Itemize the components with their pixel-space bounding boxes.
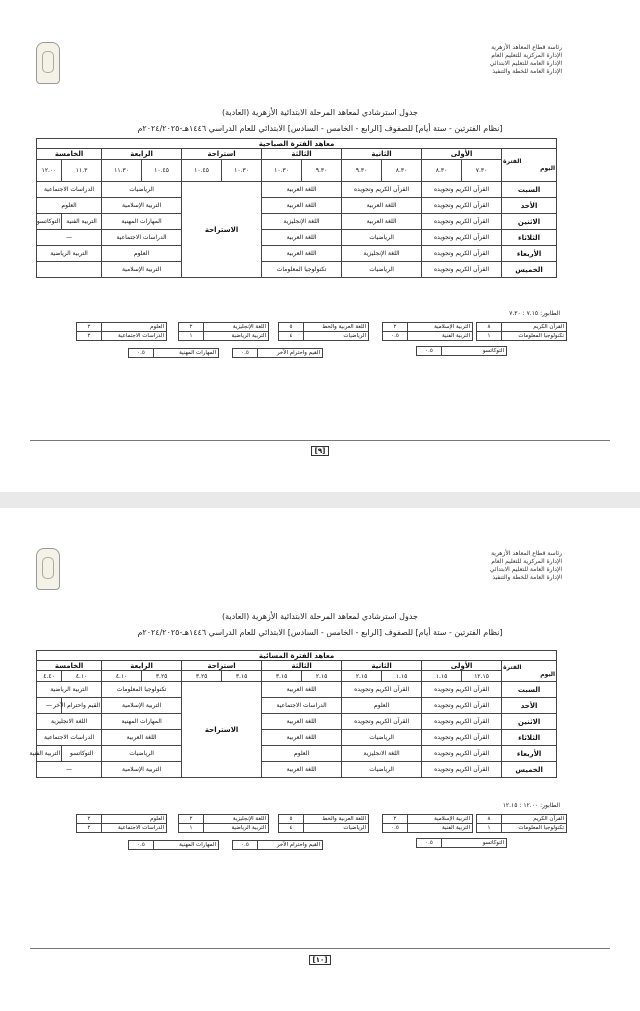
time-cell: ١.١٥ bbox=[382, 671, 422, 682]
organization-header bbox=[442, 550, 562, 582]
subject-cell: الرياضيات bbox=[342, 230, 422, 246]
assembly-note: الطابور: ٧.١٥ : ٧.٣٠ bbox=[509, 310, 560, 317]
subject-cell: التوكاتسو bbox=[62, 746, 102, 762]
plan-hours: ٨ bbox=[477, 323, 502, 332]
plan-subject: القيم واحترام الآخر bbox=[258, 349, 323, 358]
plan-subject: التربية الإسلامية bbox=[408, 323, 473, 332]
plan-subject: الرياضيات bbox=[304, 332, 369, 341]
plan-hours: ٥ bbox=[279, 323, 304, 332]
subject-cell: التربية الإسلامية bbox=[102, 762, 182, 778]
day-cell: الثلاثاء bbox=[502, 230, 557, 246]
time-cell: ٣.٢٥ bbox=[182, 671, 222, 682]
plan-subject: التربية الرياضية bbox=[204, 824, 269, 833]
plan-hours: ٢ bbox=[77, 323, 102, 332]
subject-cell: التربية الرياضية bbox=[37, 246, 102, 262]
assembly-note: الطابور: ١٢.٠٠ : ١٢.١٥ bbox=[502, 802, 560, 809]
period-header: الخامسة bbox=[37, 661, 102, 671]
organization-header bbox=[442, 44, 562, 76]
period-header: استراحة bbox=[182, 661, 262, 671]
plan-subject: التوكاتسو bbox=[442, 347, 507, 356]
study-plan-group bbox=[476, 814, 567, 833]
period-header: الثالثة bbox=[262, 149, 342, 160]
subject-cell: القرآن الكريم وتجويده bbox=[422, 246, 502, 262]
subject-cell: العلوم bbox=[37, 198, 102, 214]
corner-period-label: الفترة bbox=[503, 664, 522, 671]
org-line: الإدارة المركزية للتعليم العام bbox=[491, 558, 562, 565]
document-page-1 bbox=[0, 0, 640, 492]
org-line: الإدارة العامة للخطة والتنفيذ bbox=[492, 68, 562, 75]
subject-cell: القيم واحترام الآخر bbox=[62, 698, 102, 714]
study-plan-extra bbox=[128, 348, 219, 358]
subject-cell bbox=[37, 262, 102, 278]
day-cell: الأحد bbox=[502, 198, 557, 214]
corner-day-label: اليوم bbox=[540, 165, 556, 172]
study-plan-extra bbox=[128, 840, 219, 850]
plan-subject: الدراسات الاجتماعية bbox=[102, 824, 167, 833]
period-header: الأولى bbox=[422, 661, 502, 671]
subject-cell: القرآن الكريم وتجويده bbox=[422, 714, 502, 730]
subject-cell: تكنولوجيا المعلومات bbox=[102, 682, 182, 698]
subject-cell: الرياضيات bbox=[342, 762, 422, 778]
document-subtitle: [نظام الفترتين - ستة أيام] للصفوف [الرابع - الخامس - السادس] الابتدائي للعام الدراسي ١٤٤٦هـ-٢٠٢٤/٢٠٢٥م bbox=[137, 124, 503, 133]
subject-cell: اللغة العربية bbox=[342, 198, 422, 214]
subject-cell: المهارات المهنية bbox=[102, 214, 182, 230]
subject-cell: القرآن الكريم وتجويده bbox=[422, 746, 502, 762]
schedule-table bbox=[36, 138, 557, 278]
subject-cell: اللغة العربية bbox=[262, 246, 342, 262]
plan-hours: ٤ bbox=[279, 332, 304, 341]
subject-cell: القرآن الكريم وتجويده bbox=[422, 682, 502, 698]
document-page-2 bbox=[0, 508, 640, 1011]
plan-hours: ٠.٥ bbox=[233, 841, 258, 850]
plan-hours: ٢ bbox=[77, 332, 102, 341]
subject-cell: التربية الإسلامية bbox=[102, 698, 182, 714]
time-cell: ٢.١٥ bbox=[342, 671, 382, 682]
day-cell: الخميس bbox=[502, 262, 557, 278]
corner-cell bbox=[502, 661, 557, 682]
study-plan-extra bbox=[232, 840, 323, 850]
subject-cell: اللغة الانجليزية bbox=[342, 746, 422, 762]
break-cell: الاستراحة bbox=[182, 182, 262, 278]
plan-hours: ٠.٥ bbox=[129, 349, 154, 358]
period-header: الرابعة bbox=[102, 149, 182, 160]
time-cell: ٢.١٥ bbox=[302, 671, 342, 682]
time-cell: ١١.٣٠ bbox=[102, 160, 142, 182]
break-cell: الاستراحة bbox=[182, 682, 262, 778]
plan-subject: اللغة الإنجليزية bbox=[204, 815, 269, 824]
subject-cell: اللغة العربية bbox=[262, 198, 342, 214]
time-cell: ١٠.٤٥ bbox=[182, 160, 222, 182]
day-cell: الاثنين bbox=[502, 714, 557, 730]
subject-cell: القرآن الكريم وتجويده bbox=[422, 198, 502, 214]
subject-cell: الرياضيات bbox=[342, 730, 422, 746]
subject-cell: التربية الرياضية bbox=[37, 682, 102, 698]
subject-cell: القرآن الكريم وتجويده bbox=[422, 182, 502, 198]
subject-cell: العلوم bbox=[102, 246, 182, 262]
session-header: معاهد الفترة المسائية bbox=[37, 651, 557, 661]
subject-cell: اللغة العربية bbox=[262, 714, 342, 730]
study-plan-group bbox=[382, 814, 473, 833]
time-cell: ٤.٤٠ bbox=[37, 671, 62, 682]
plan-hours: ٨ bbox=[477, 815, 502, 824]
subject-cell: القرآن الكريم وتجويده bbox=[422, 730, 502, 746]
document-title: جدول استرشادي لمعاهد المرحلة الابتدائية الأزهرية (العادية) bbox=[221, 108, 418, 117]
plan-subject: العلوم bbox=[102, 815, 167, 824]
subject-cell: القرآن الكريم وتجويده bbox=[342, 182, 422, 198]
subject-cell: اللغة الانجليزية bbox=[37, 714, 102, 730]
subject-cell: الدراسات الاجتماعية bbox=[37, 730, 102, 746]
plan-hours: ٢ bbox=[179, 815, 204, 824]
corner-day-label: اليوم bbox=[540, 671, 556, 678]
plan-hours: ٠.٥ bbox=[417, 347, 442, 356]
time-cell: ١٠.٤٥ bbox=[142, 160, 182, 182]
subject-cell: اللغة العربية bbox=[342, 214, 422, 230]
time-cell: ١٢.٠٠ bbox=[37, 160, 62, 182]
period-header: الثالثة bbox=[262, 661, 342, 671]
plan-hours: ٢ bbox=[383, 815, 408, 824]
plan-subject: الدراسات الاجتماعية bbox=[102, 332, 167, 341]
study-plan-extra bbox=[416, 838, 507, 848]
subject-cell: — bbox=[37, 762, 102, 778]
subject-cell: القرآن الكريم وتجويده bbox=[422, 214, 502, 230]
org-line: رئاسة قطاع المعاهد الأزهرية bbox=[491, 550, 562, 557]
time-cell: ٨.٣٠ bbox=[422, 160, 462, 182]
plan-subject: تكنولوجيا المعلومات bbox=[502, 332, 567, 341]
day-cell: الخميس bbox=[502, 762, 557, 778]
subject-cell: — bbox=[37, 698, 62, 714]
day-cell: الأربعاء bbox=[502, 746, 557, 762]
time-cell: ١٠.٣٠ bbox=[262, 160, 302, 182]
plan-subject: التربية الرياضية bbox=[204, 332, 269, 341]
subject-cell: الرياضيات bbox=[102, 182, 182, 198]
day-cell: السبت bbox=[502, 682, 557, 698]
time-cell: ٤.١٠ bbox=[102, 671, 142, 682]
plan-hours: ١ bbox=[179, 824, 204, 833]
plan-hours: ٢ bbox=[383, 323, 408, 332]
plan-subject: اللغة العربية والخط bbox=[304, 323, 369, 332]
time-cell: ٣.١٥ bbox=[222, 671, 262, 682]
subject-cell: التربية الفنية bbox=[62, 214, 102, 230]
subject-cell: التوكاتسو bbox=[37, 214, 62, 230]
day-cell: السبت bbox=[502, 182, 557, 198]
plan-subject: تكنولوجيا المعلومات bbox=[502, 824, 567, 833]
subject-cell: اللغة الإنجليزية bbox=[262, 214, 342, 230]
study-plan-group bbox=[382, 322, 473, 341]
footer-rule bbox=[30, 948, 610, 949]
subject-cell: اللغة العربية bbox=[262, 682, 342, 698]
org-line: الإدارة العامة للتعليم الابتدائي bbox=[489, 60, 562, 67]
session-header: معاهد الفترة الصباحية bbox=[37, 139, 557, 149]
subject-cell: اللغة العربية bbox=[262, 762, 342, 778]
plan-hours: ٠.٥ bbox=[383, 824, 408, 833]
time-cell: ٤.١٠ bbox=[62, 671, 102, 682]
schedule-table bbox=[29, 650, 557, 778]
day-cell: الأحد bbox=[502, 698, 557, 714]
plan-subject: التربية الفنية bbox=[408, 824, 473, 833]
plan-hours: ٠.٥ bbox=[417, 839, 442, 848]
plan-subject: الرياضيات bbox=[304, 824, 369, 833]
plan-hours: ١ bbox=[179, 332, 204, 341]
study-plan-group bbox=[178, 322, 269, 341]
corner-period-label: الفترة bbox=[503, 158, 522, 165]
time-cell: ١١.٣ bbox=[62, 160, 102, 182]
time-cell: ١.١٥ bbox=[422, 671, 462, 682]
org-line: الإدارة العامة للخطة والتنفيذ bbox=[492, 574, 562, 581]
period-header: الثانية bbox=[342, 661, 422, 671]
plan-subject: القرآن الكريم bbox=[502, 323, 567, 332]
time-cell: ٣.٢٥ bbox=[142, 671, 182, 682]
subject-cell: اللغة العربية bbox=[102, 730, 182, 746]
plan-subject: اللغة الإنجليزية bbox=[204, 323, 269, 332]
subject-cell: الدراسات الاجتماعية bbox=[37, 182, 102, 198]
subject-cell: القرآن الكريم وتجويده bbox=[422, 762, 502, 778]
subject-cell: القرآن الكريم وتجويده bbox=[342, 714, 422, 730]
subject-cell: اللغة الإنجليزية bbox=[342, 246, 422, 262]
subject-cell: القرآن الكريم وتجويده bbox=[422, 698, 502, 714]
org-line: الإدارة المركزية للتعليم العام bbox=[491, 52, 562, 59]
plan-subject: التربية الفنية bbox=[408, 332, 473, 341]
plan-subject: المهارات المهنية bbox=[154, 349, 219, 358]
org-line: رئاسة قطاع المعاهد الأزهرية bbox=[491, 44, 562, 51]
page-number bbox=[0, 447, 640, 455]
study-plan-group bbox=[76, 814, 167, 833]
corner-cell bbox=[502, 149, 557, 182]
plan-hours: ١ bbox=[477, 332, 502, 341]
subject-cell: تكنولوجيا المعلومات bbox=[262, 262, 342, 278]
subject-cell: الرياضيات bbox=[342, 262, 422, 278]
plan-hours: ٠.٥ bbox=[129, 841, 154, 850]
subject-cell: اللغة العربية bbox=[262, 182, 342, 198]
plan-hours: ٢ bbox=[77, 815, 102, 824]
plan-subject: العلوم bbox=[102, 323, 167, 332]
plan-subject: المهارات المهنية bbox=[154, 841, 219, 850]
time-cell: ٩.٣٠ bbox=[342, 160, 382, 182]
plan-hours: ٥ bbox=[279, 815, 304, 824]
subject-cell: العلوم bbox=[342, 698, 422, 714]
period-header: الخامسة bbox=[37, 149, 102, 160]
subject-cell: التربية الإسلامية bbox=[102, 198, 182, 214]
subject-cell: القرآن الكريم وتجويده bbox=[342, 682, 422, 698]
azhar-logo-icon bbox=[36, 42, 60, 84]
document-title: جدول استرشادي لمعاهد المرحلة الابتدائية الأزهرية (العادية) bbox=[221, 612, 418, 621]
subject-cell: اللغة العربية bbox=[262, 230, 342, 246]
plan-subject: القيم واحترام الآخر bbox=[258, 841, 323, 850]
time-cell: ١٢.١٥ bbox=[462, 671, 502, 682]
subject-cell: المهارات المهنية bbox=[102, 714, 182, 730]
plan-subject: التوكاتسو bbox=[442, 839, 507, 848]
period-header: الرابعة bbox=[102, 661, 182, 671]
study-plan-group bbox=[278, 814, 369, 833]
subject-cell: الدراسات الاجتماعية bbox=[262, 698, 342, 714]
page-number-label: [١٠] bbox=[309, 955, 332, 965]
subject-cell: القرآن الكريم وتجويده bbox=[422, 230, 502, 246]
plan-hours: ٠.٥ bbox=[383, 332, 408, 341]
subject-cell: التربية الفنية bbox=[37, 746, 62, 762]
subject-cell: الدراسات الاجتماعية bbox=[102, 230, 182, 246]
time-cell: ٣.١٥ bbox=[262, 671, 302, 682]
plan-hours: ٢ bbox=[179, 323, 204, 332]
time-cell: ١٠.٣٠ bbox=[222, 160, 262, 182]
time-cell: ٧.٣٠ bbox=[462, 160, 502, 182]
plan-subject: التربية الإسلامية bbox=[408, 815, 473, 824]
azhar-logo-icon bbox=[36, 548, 60, 590]
period-header: استراحة bbox=[182, 149, 262, 160]
study-plan-extra bbox=[416, 346, 507, 356]
study-plan-group bbox=[76, 322, 167, 341]
page-number bbox=[0, 956, 640, 964]
plan-hours: ٤ bbox=[279, 824, 304, 833]
org-line: الإدارة العامة للتعليم الابتدائي bbox=[489, 566, 562, 573]
study-plan-group bbox=[178, 814, 269, 833]
subject-cell: — bbox=[37, 230, 102, 246]
plan-hours: ٢ bbox=[77, 824, 102, 833]
page-number-label: [٩] bbox=[311, 446, 330, 456]
day-cell: الثلاثاء bbox=[502, 730, 557, 746]
period-header: الثانية bbox=[342, 149, 422, 160]
subject-cell: اللغة العربية bbox=[262, 730, 342, 746]
plan-hours: ٠.٥ bbox=[233, 349, 258, 358]
study-plan-extra bbox=[232, 348, 323, 358]
subject-cell: العلوم bbox=[262, 746, 342, 762]
study-plan-group bbox=[278, 322, 369, 341]
plan-hours: ١ bbox=[477, 824, 502, 833]
plan-subject: القرآن الكريم bbox=[502, 815, 567, 824]
document-subtitle: [نظام الفترتين - ستة أيام] للصفوف [الرابع - الخامس - السادس] الابتدائي للعام الدراسي ١٤٤٦هـ-٢٠٢٤/٢٠٢٥م bbox=[137, 628, 503, 637]
time-cell: ٨.٣٠ bbox=[382, 160, 422, 182]
subject-cell: القرآن الكريم وتجويده bbox=[422, 262, 502, 278]
subject-cell: الرياضيات bbox=[102, 746, 182, 762]
period-header: الأولى bbox=[422, 149, 502, 160]
footer-rule bbox=[30, 440, 610, 441]
study-plan-group bbox=[476, 322, 567, 341]
time-cell: ٩.٣٠ bbox=[302, 160, 342, 182]
day-cell: الأربعاء bbox=[502, 246, 557, 262]
subject-cell: التربية الإسلامية bbox=[102, 262, 182, 278]
plan-subject: اللغة العربية والخط bbox=[304, 815, 369, 824]
day-cell: الاثنين bbox=[502, 214, 557, 230]
